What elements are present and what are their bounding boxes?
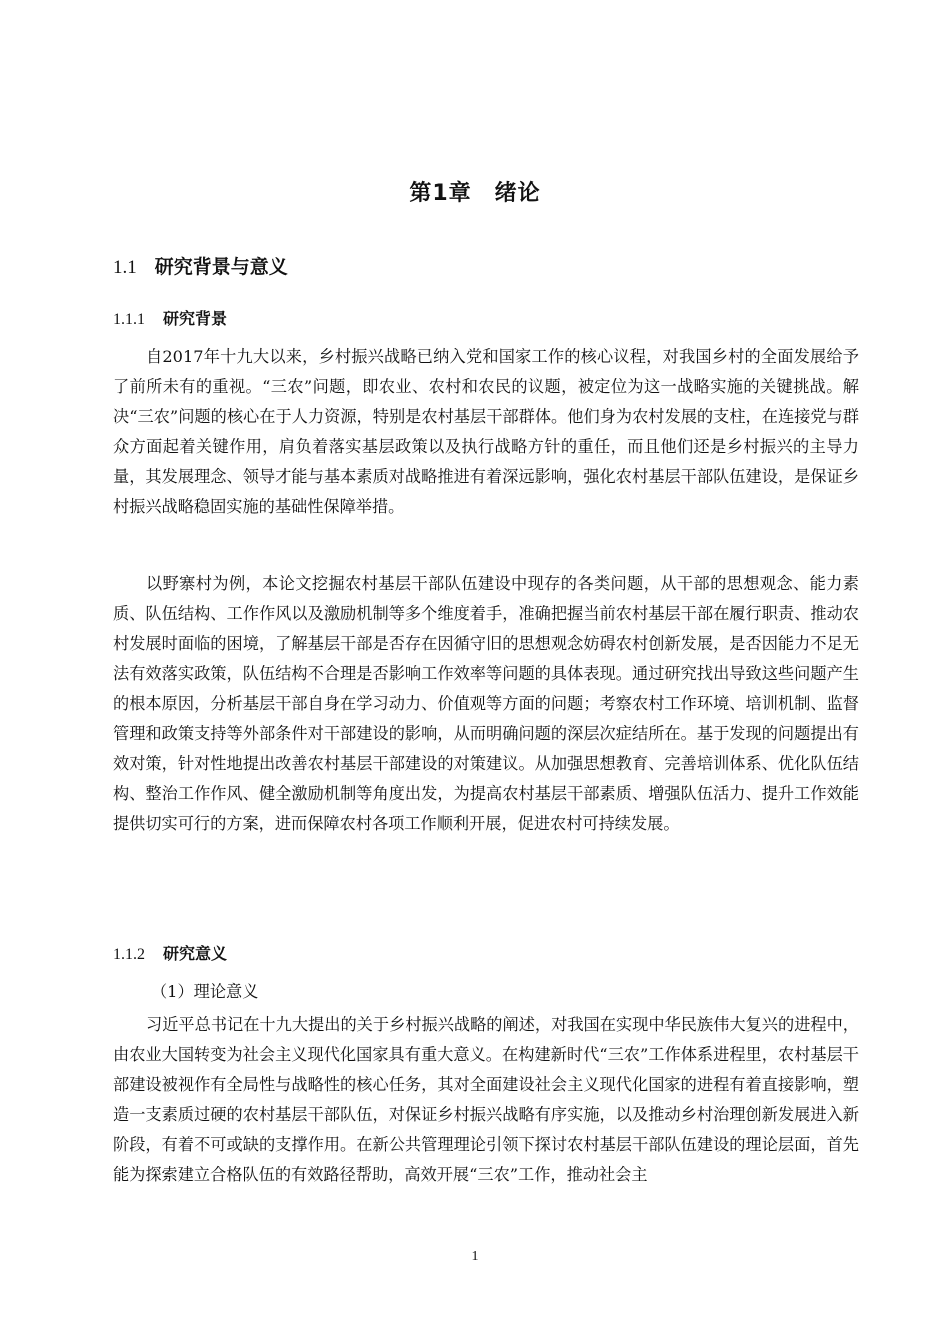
section-number: 1.1 xyxy=(113,257,137,278)
body-paragraph: 以野寨村为例，本论文挖掘农村基层干部队伍建设中现存的各类问题，从干部的思想观念、能力素质、队伍结构、工作作风以及激励机制等多个维度着手，准确把握当前农村基层干部在履行职责、推动农村发展时面临的困境，了解基层干部是否存在因循守旧的思想观念妨碍农村创新发展，是否因能力不足无法有效落实政策，队伍结构不合理是否影响工作效率等问题的具体表现。通过研究找出导致这些问题产生的根本原因，分析基层干部自身在学习动力、价值观等方面的问题；考察农村工作环境、培训机制、监督管理和政策支持等外部条件对干部建设的影响，从而明确问题的深层次症结所在。基于发现的问题提出有效对策，针对性地提出改善农村基层干部建设的对策建议。从加强思想教育、完善培训体系、优化队伍结构、整治工作作风、健全激励机制等角度出发，为提高农村基层干部素质、增强队伍活力、提升工作效能提供切实可行的方案，进而保障农村各项工作顺利开展，促进农村可持续发展。 xyxy=(113,574,859,833)
subsection-heading-1-1-2 xyxy=(113,941,227,964)
subsection-number: 1.1.2 xyxy=(113,946,145,963)
body-paragraph: 自2017年十九大以来，乡村振兴战略已纳入党和国家工作的核心议程，对我国乡村的全面发展给予了前所未有的重视。“三农”问题，即农业、农村和农民的议题，被定位为这一战略实施的关键挑战。解决“三农”问题的核心在于人力资源，特别是农村基层干部群体。他们身为农村发展的支柱，在连接党与群众方面起着关键作用，肩负着落实基层政策以及执行战略方针的重任，而且他们还是乡村振兴的主导力量，其发展理念、领导才能与基本素质对战略推进有着深远影响，强化农村基层干部队伍建设，是保证乡村振兴战略稳固实施的基础性保障举措。 xyxy=(113,347,859,516)
subsection-number: 1.1.1 xyxy=(113,311,145,328)
subheading-theoretical-significance: （1）理论意义 xyxy=(151,982,259,1001)
chapter-title: 第1章 绪论 xyxy=(409,181,541,206)
body-paragraph: 习近平总书记在十九大提出的关于乡村振兴战略的阐述，对我国在实现中华民族伟大复兴的进程中，由农业大国转变为社会主义现代化国家具有重大意义。在构建新时代“三农”工作体系进程里，农村基层干部建设被视作有全局性与战略性的核心任务，其对全面建设社会主义现代化国家的进程有着直接影响，塑造一支素质过硬的农村基层干部队伍，对保证乡村振兴战略有序实施，以及推动乡村治理创新发展进入新阶段，有着不可或缺的支撑作用。在新公共管理理论引领下探讨农村基层干部队伍建设的理论层面，首先能为探索建立合格队伍的有效路径帮助，高效开展“三农”工作，推动社会主 xyxy=(113,1015,859,1184)
section-heading-1-1 xyxy=(113,252,288,279)
page-number: 1 xyxy=(471,1249,479,1264)
section-title: 研究背景与意义 xyxy=(154,256,288,278)
subsection-title: 研究意义 xyxy=(163,944,228,963)
subsection-title: 研究背景 xyxy=(163,309,228,328)
subsection-heading-1-1-1 xyxy=(113,306,227,329)
